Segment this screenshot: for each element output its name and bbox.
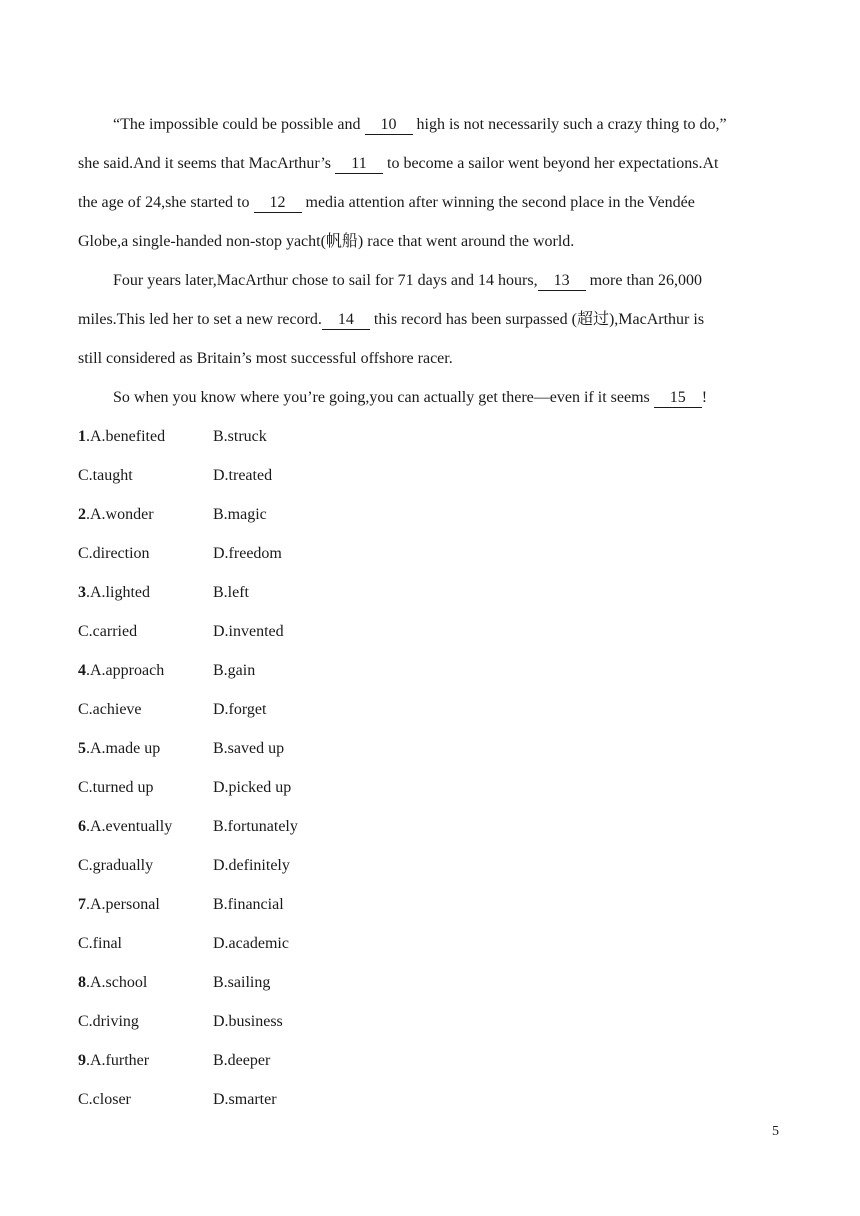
page-number: 5 [772, 1124, 779, 1139]
question-number: 1 [78, 428, 86, 445]
option-c: C.driving [78, 1013, 139, 1030]
option-d: D.smarter [213, 1091, 277, 1108]
blank-15: 15 [654, 389, 702, 408]
question-row-5-cd [78, 768, 478, 807]
text-span: miles.This led her to set a new record. [78, 311, 322, 328]
text-span: the age of 24,she started to [78, 194, 254, 211]
question-row-2-cd [78, 534, 478, 573]
option-a: .A.personal [86, 896, 160, 913]
option-c: C.achieve [78, 701, 142, 718]
option-b: B.fortunately [213, 818, 298, 835]
text-span: Four years later,MacArthur chose to sail for 71 days and 14 hours, [113, 272, 538, 289]
paragraph-line [78, 300, 783, 339]
text-span: media attention after winning the second place in the Vendée [301, 194, 695, 211]
question-row-8-cd [78, 1002, 478, 1041]
passage-paragraph-2 [78, 261, 783, 378]
paragraph-line [78, 144, 783, 183]
text-span: “The impossible could be possible and [113, 116, 365, 133]
question-number: 3 [78, 584, 86, 601]
option-a: .A.further [86, 1052, 150, 1069]
option-c: C.gradually [78, 857, 154, 874]
question-row-4-ab [78, 651, 478, 690]
option-d: D.forget [213, 701, 267, 718]
option-c: C.final [78, 935, 122, 952]
option-b: B.saved up [213, 740, 285, 757]
option-a: .A.wonder [86, 506, 154, 523]
question-number: 5 [78, 740, 86, 757]
text-span: to become a sailor went beyond her expectations.At [383, 155, 719, 172]
option-b: B.gain [213, 662, 256, 679]
question-row-7-cd [78, 924, 478, 963]
question-number: 2 [78, 506, 86, 523]
option-a: .A.eventually [86, 818, 173, 835]
option-b: B.financial [213, 896, 284, 913]
blank-12: 12 [254, 194, 302, 213]
blank-10: 10 [365, 116, 413, 135]
paragraph-line: Globe,a single-handed non-stop yacht(帆船) race that went around the world. [78, 233, 575, 250]
paragraph-line [78, 378, 783, 417]
text-span: ! [701, 389, 708, 406]
option-d: D.business [213, 1013, 283, 1030]
option-b: B.left [213, 584, 249, 601]
option-c: C.turned up [78, 779, 154, 796]
option-d: D.invented [213, 623, 284, 640]
option-c: C.carried [78, 623, 138, 640]
question-row-9-ab [78, 1041, 478, 1080]
question-row-8-ab [78, 963, 478, 1002]
option-c: C.closer [78, 1091, 131, 1108]
text-span: she said.And it seems that MacArthur’s [78, 155, 335, 172]
question-row-3-ab [78, 573, 478, 612]
answer-options [78, 417, 478, 1119]
blank-13: 13 [538, 272, 586, 291]
option-d: D.treated [213, 467, 273, 484]
paragraph-line: still considered as Britain’s most successful offshore racer. [78, 350, 453, 367]
option-d: D.freedom [213, 545, 282, 562]
option-a: .A.lighted [86, 584, 150, 601]
question-row-4-cd [78, 690, 478, 729]
blank-11: 11 [335, 155, 383, 174]
question-number: 8 [78, 974, 86, 991]
question-number: 7 [78, 896, 86, 913]
question-row-7-ab [78, 885, 478, 924]
question-row-6-ab [78, 807, 478, 846]
paragraph-line [78, 261, 783, 300]
option-a: .A.made up [86, 740, 161, 757]
question-row-1-ab [78, 417, 478, 456]
option-c: C.taught [78, 467, 133, 484]
text-span: more than 26,000 [585, 272, 703, 289]
question-row-2-ab [78, 495, 478, 534]
question-number: 4 [78, 662, 86, 679]
text-span: this record has been surpassed (超过),MacArthur is [369, 311, 705, 328]
text-span: high is not necessarily such a crazy thing to do,” [412, 116, 727, 133]
question-row-6-cd [78, 846, 478, 885]
option-b: B.struck [213, 428, 267, 445]
question-row-5-ab [78, 729, 478, 768]
question-row-9-cd [78, 1080, 478, 1119]
blank-14: 14 [322, 311, 370, 330]
paragraph-line [78, 105, 783, 144]
option-a: .A.approach [86, 662, 165, 679]
question-number: 6 [78, 818, 86, 835]
option-b: B.sailing [213, 974, 271, 991]
option-d: D.definitely [213, 857, 290, 874]
passage-paragraph-3 [78, 378, 783, 417]
option-d: D.picked up [213, 779, 292, 796]
option-a: .A.benefited [86, 428, 166, 445]
question-row-3-cd [78, 612, 478, 651]
option-d: D.academic [213, 935, 289, 952]
question-row-1-cd [78, 456, 478, 495]
option-b: B.deeper [213, 1052, 271, 1069]
option-b: B.magic [213, 506, 267, 523]
paragraph-line [78, 183, 783, 222]
passage-paragraph-1 [78, 105, 783, 261]
option-a: .A.school [86, 974, 148, 991]
question-number: 9 [78, 1052, 86, 1069]
option-c: C.direction [78, 545, 150, 562]
text-span: So when you know where you’re going,you can actually get there—even if it seems [113, 389, 654, 406]
